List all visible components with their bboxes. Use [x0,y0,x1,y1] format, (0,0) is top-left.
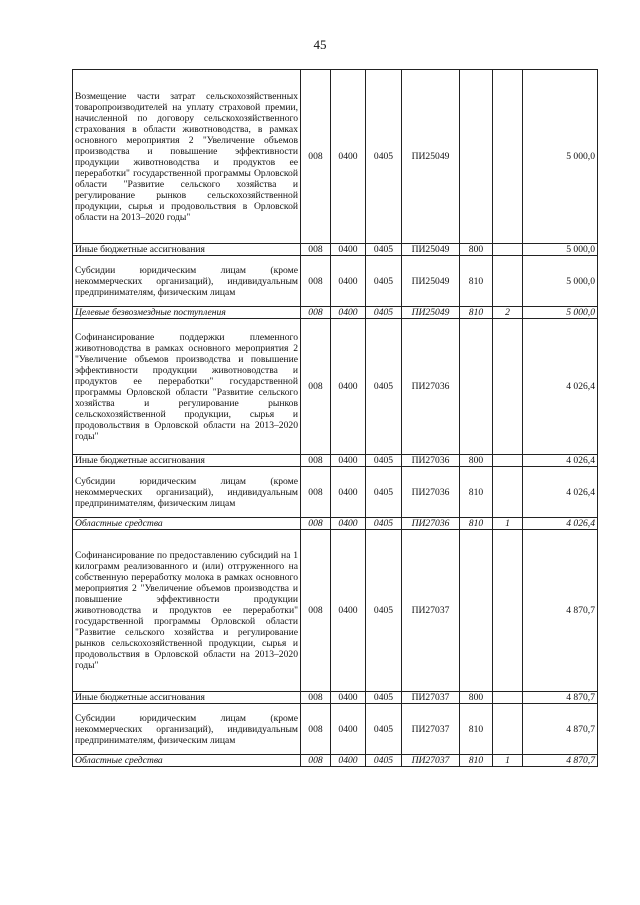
cell-subsection: 0405 [366,455,402,467]
cell-source-code [493,319,523,455]
cell-section: 0400 [331,704,366,755]
cell-subsection: 0405 [366,70,402,244]
cell-expense-type: 800 [460,244,493,256]
cell-section: 0400 [331,530,366,692]
cell-ministry-code: 008 [301,70,331,244]
cell-amount: 5 000,0 [523,70,598,244]
cell-source-code [493,530,523,692]
cell-subsection: 0405 [366,755,402,767]
cell-source-code: 2 [493,307,523,319]
cell-target-article: ПИ27036 [402,467,460,518]
cell-expense-type: 810 [460,307,493,319]
row-description: Областные средства [73,755,301,767]
cell-expense-type: 810 [460,256,493,307]
row-description: Субсидии юридическим лицам (кроме некоммерческих организаций), индивидуальным предпринимателям, физическим лицам [73,467,301,518]
cell-expense-type: 810 [460,704,493,755]
cell-target-article: ПИ25049 [402,307,460,319]
table-row [73,307,598,319]
cell-source-code [493,692,523,704]
cell-source-code: 1 [493,518,523,530]
cell-source-code [493,70,523,244]
cell-ministry-code: 008 [301,319,331,455]
cell-subsection: 0405 [366,319,402,455]
cell-section: 0400 [331,455,366,467]
cell-subsection: 0405 [366,307,402,319]
cell-amount: 4 870,7 [523,704,598,755]
cell-source-code [493,467,523,518]
table-row [73,704,598,755]
cell-subsection: 0405 [366,518,402,530]
cell-amount: 4 870,7 [523,530,598,692]
cell-target-article: ПИ27036 [402,319,460,455]
cell-source-code [493,704,523,755]
cell-ministry-code: 008 [301,530,331,692]
cell-ministry-code: 008 [301,467,331,518]
cell-amount: 4 026,4 [523,319,598,455]
cell-section: 0400 [331,518,366,530]
row-description: Субсидии юридическим лицам (кроме некоммерческих организаций), индивидуальным предпринимателям, физическим лицам [73,256,301,307]
cell-source-code: 1 [493,755,523,767]
cell-section: 0400 [331,70,366,244]
table-row [73,319,598,455]
cell-ministry-code: 008 [301,256,331,307]
cell-expense-type: 810 [460,467,493,518]
table-row [73,244,598,256]
table-row [73,530,598,692]
cell-amount: 5 000,0 [523,256,598,307]
cell-ministry-code: 008 [301,455,331,467]
row-description: Иные бюджетные ассигнования [73,455,301,467]
cell-amount: 4 026,4 [523,518,598,530]
cell-target-article: ПИ27037 [402,755,460,767]
cell-target-article: ПИ25049 [402,70,460,244]
table-row [73,692,598,704]
cell-expense-type: 800 [460,455,493,467]
cell-amount: 4 026,4 [523,455,598,467]
page-number: 45 [313,37,327,52]
cell-subsection: 0405 [366,692,402,704]
cell-ministry-code: 008 [301,704,331,755]
cell-ministry-code: 008 [301,307,331,319]
cell-expense-type: 810 [460,755,493,767]
cell-target-article: ПИ27036 [402,455,460,467]
cell-target-article: ПИ25049 [402,244,460,256]
cell-ministry-code: 008 [301,518,331,530]
cell-amount: 4 026,4 [523,467,598,518]
cell-section: 0400 [331,467,366,518]
cell-ministry-code: 008 [301,692,331,704]
cell-ministry-code: 008 [301,755,331,767]
cell-expense-type: 800 [460,692,493,704]
row-description: Субсидии юридическим лицам (кроме некоммерческих организаций), индивидуальным предпринимателям, физическим лицам [73,704,301,755]
row-description: Областные средства [73,518,301,530]
cell-amount: 4 870,7 [523,692,598,704]
cell-subsection: 0405 [366,256,402,307]
table-row [73,755,598,767]
row-description: Софинансирование по предоставлению субсидий на 1 килограмм реализованного и (или) отгруженного на собственную переработку молока в рамках основного мероприятия 2 "Увеличение объемов производства и повышение эффективности продукции животноводства и продуктов ее переработки" государственной программы Орловской области "Развитие сельского хозяйства и регулирование рынков сельскохозяйственной продукции, сырья и продовольствия в Орловской области на 2013–2020 годы" [73,530,301,692]
cell-subsection: 0405 [366,244,402,256]
budget-table-body [73,70,598,767]
cell-source-code [493,455,523,467]
cell-expense-type [460,530,493,692]
cell-expense-type [460,70,493,244]
table-row [73,518,598,530]
cell-subsection: 0405 [366,467,402,518]
cell-section: 0400 [331,256,366,307]
cell-target-article: ПИ27037 [402,692,460,704]
cell-source-code [493,256,523,307]
cell-source-code [493,244,523,256]
cell-section: 0400 [331,319,366,455]
table-row [73,70,598,244]
cell-section: 0400 [331,307,366,319]
cell-amount: 4 870,7 [523,755,598,767]
cell-ministry-code: 008 [301,244,331,256]
table-row [73,455,598,467]
cell-section: 0400 [331,692,366,704]
cell-target-article: ПИ27037 [402,704,460,755]
row-description: Целевые безвозмездные поступления [73,307,301,319]
table-row [73,256,598,307]
cell-amount: 5 000,0 [523,244,598,256]
row-description: Иные бюджетные ассигнования [73,692,301,704]
cell-target-article: ПИ27037 [402,530,460,692]
row-description: Иные бюджетные ассигнования [73,244,301,256]
cell-subsection: 0405 [366,704,402,755]
cell-target-article: ПИ25049 [402,256,460,307]
row-description: Возмещение части затрат сельскохозяйственных товаропроизводителей на уплату страховой премии, начисленной по договору сельскохозяйственного страхования в области животноводства, в рамках основного мероприятия 2 "Увеличение объемов производства и повышение эффективности продукции животноводства и продуктов ее переработки" государственной программы Орловской области "Развитие сельского хозяйства и регулирование рынков сельскохозяйственной продукции, сырья и продовольствия в Орловской области на 2013–2020 годы" [73,70,301,244]
cell-expense-type: 810 [460,518,493,530]
cell-section: 0400 [331,244,366,256]
cell-expense-type [460,319,493,455]
cell-section: 0400 [331,755,366,767]
row-description: Софинансирование поддержки племенного животноводства в рамках основного мероприятия 2 "Увеличение объемов производства и повышение эффективности продукции животноводства и продуктов ее переработки" государственной программы Орловской области "Развитие сельского хозяйства и регулирование рынков сельскохозяйственной продукции, сырья и продовольствия в Орловской области на 2013–2020 годы" [73,319,301,455]
cell-amount: 5 000,0 [523,307,598,319]
budget-table [72,69,598,767]
cell-subsection: 0405 [366,530,402,692]
cell-target-article: ПИ27036 [402,518,460,530]
table-row [73,467,598,518]
